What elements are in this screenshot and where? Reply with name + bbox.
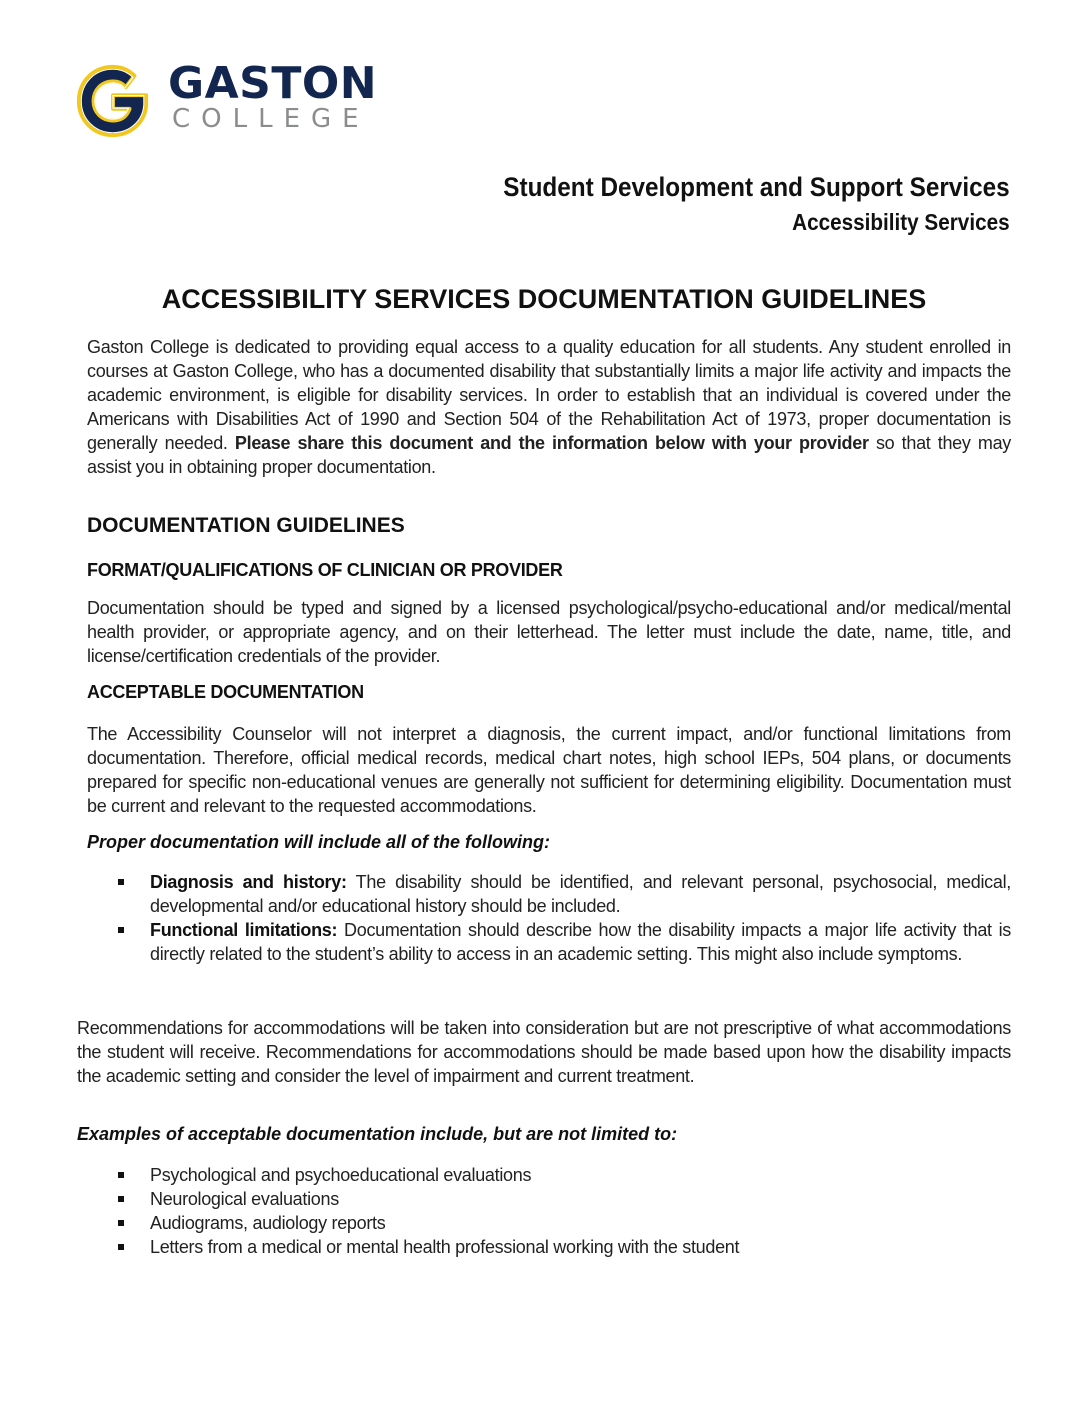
recommendations-paragraph: Recommendations for accommodations will be taken into consideration but are not prescriptive of what accommodations the student will receive. Recommendations for accommodations should be made based upon how the disability impacts the academic setting and consider the level of impairment and current treatment. [77,1018,1011,1086]
examples-list [110,1163,1011,1259]
item-label: Functional limitations: [150,920,338,940]
list-item [110,1235,1011,1259]
department-title: Student Development and Support Services [503,172,1010,202]
bullet-square-icon [118,1196,124,1202]
item-text: Documentation should describe how the disability impacts a major life activity that is directly related to the student’s ability to access in an academic setting. This might also include symptoms. [150,920,1011,964]
bullet-square-icon [118,1244,124,1250]
intro-text-end: so that they may assist you in obtaining proper documentation. [87,433,1011,477]
intro-text: Gaston College is dedicated to providing equal access to a quality education for all students. Any student enrolled in courses at Gaston College, who has a documented disability that substantially limits a major life activity and impacts the academic environment, is eligible for disability services. In order to establish that an individual is covered under the Americans with Disabilities Act of 1990 and Section 504 of the Rehabilitation Act of 1973, proper documentation is generally needed. [87,337,1011,453]
list-item [110,1187,1011,1211]
proper-documentation-heading: Proper documentation will include all of the following: [87,832,551,852]
format-heading: FORMAT/QUALIFICATIONS OF CLINICIAN OR PROVIDER [87,560,563,580]
proper-documentation-list [110,870,1011,966]
section-heading: DOCUMENTATION GUIDELINES [87,514,405,537]
item-text: The disability should be identified, and relevant personal, psychosocial, medical, developmental and/or educational history should be included. [150,872,1011,916]
bullet-square-icon [118,1172,124,1178]
document-title: ACCESSIBILITY SERVICES DOCUMENTATION GUIDELINES [161,284,927,314]
g-monogram-icon [74,62,152,140]
format-paragraph: Documentation should be typed and signed by a licensed psychological/psycho-educational and/or medical/mental health provider, or appropriate agency, and on their letterhead. The letter must include the date, name, title, and license/certification credentials of the provider. [87,598,1011,666]
bullet-square-icon [118,1220,124,1226]
list-item [110,1163,1011,1187]
acceptable-heading: ACCEPTABLE DOCUMENTATION [87,682,364,702]
item-text: Psychological and psychoeducational evaluations [150,1165,532,1185]
item-text: Letters from a medical or mental health professional working with the student [150,1237,740,1257]
logo-wordmark-college: COLLEGE [172,104,370,134]
intro-emphasis: Please share this document and the information below with your provider [234,433,869,453]
list-item [110,918,1011,966]
examples-heading: Examples of acceptable documentation include, but are not limited to: [77,1124,678,1144]
item-text: Audiograms, audiology reports [150,1213,386,1233]
item-label: Diagnosis and history: [150,872,347,892]
intro-paragraph [87,335,1011,479]
bullet-square-icon [118,879,124,885]
list-item [110,1211,1011,1235]
bullet-square-icon [118,927,124,933]
gaston-college-logo [74,58,378,140]
logo-wordmark-gaston: GASTON [168,58,378,109]
acceptable-paragraph: The Accessibility Counselor will not interpret a diagnosis, the current impact, and/or functional limitations from documentation. Therefore, official medical records, medical chart notes, high school IEPs, 504 plans, or documents prepared for specific non-educational venues are generally not sufficient for determining eligibility. Documentation must be current and relevant to the requested accommodations. [87,724,1011,816]
department-header [447,172,1010,236]
list-item [110,870,1011,918]
office-subtitle: Accessibility Services [792,209,1010,235]
item-text: Neurological evaluations [150,1189,339,1209]
